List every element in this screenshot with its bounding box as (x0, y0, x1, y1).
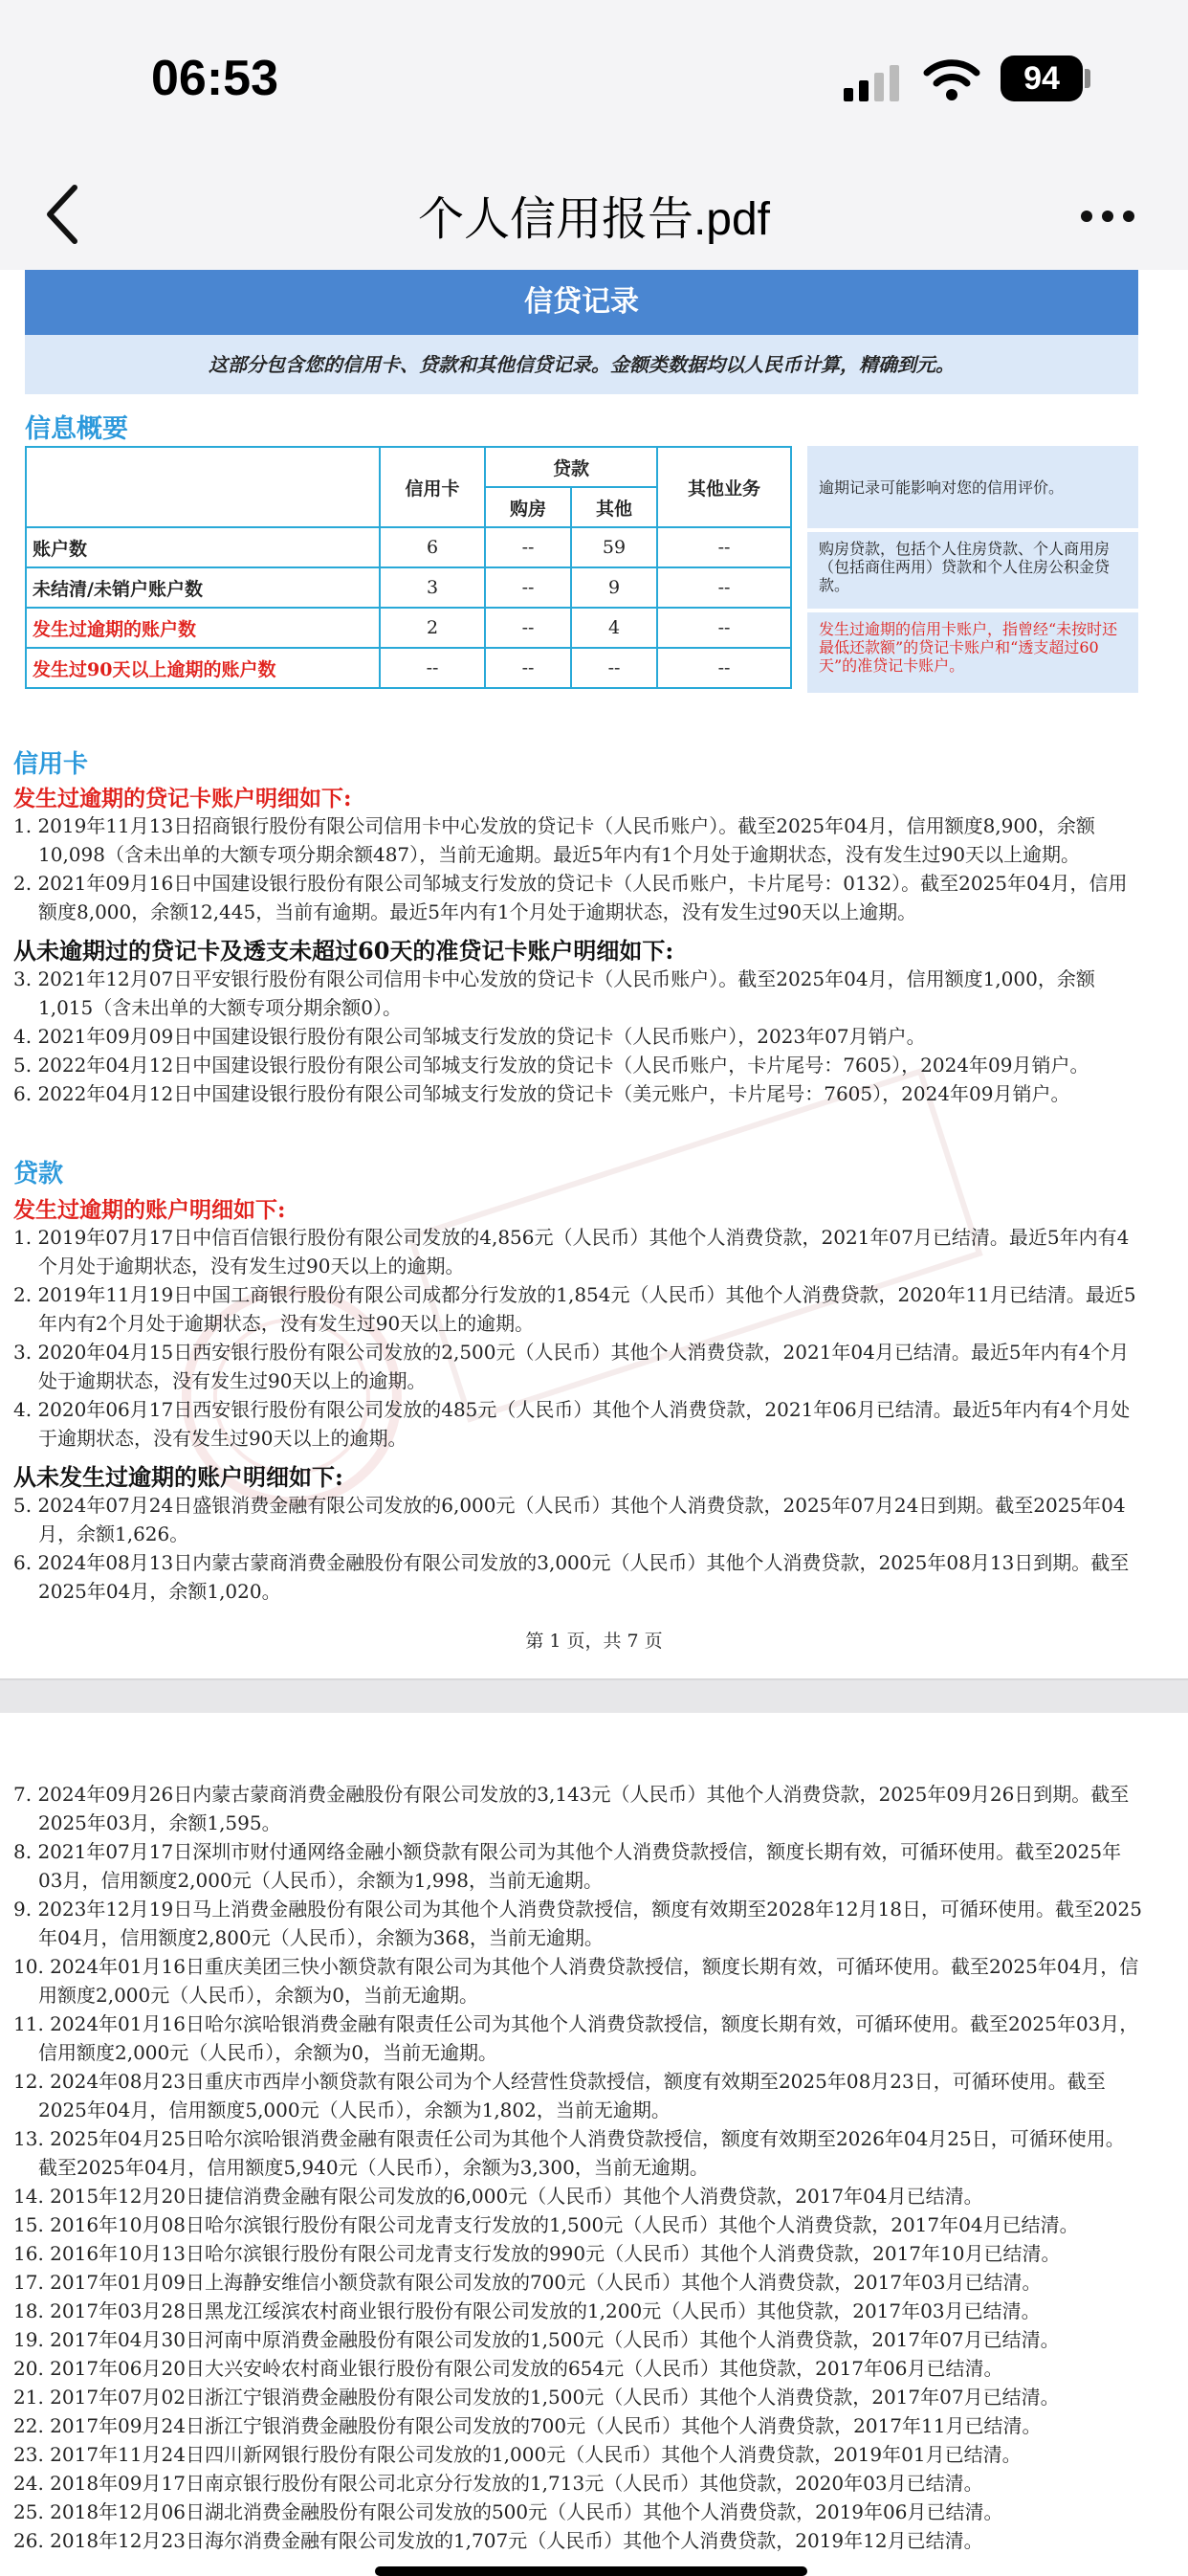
list-item: 12. 2024年08月23日重庆市西岸小额贷款有限公司为个人经营性贷款授信，额度有效期至2025年08月23日，可循环使用。截至2025年04月，信用额度5,000元（人民币），余额为1,802，当前无逾期。 (13, 2070, 1106, 2121)
table-cell: -- (485, 567, 571, 608)
list-item: 11. 2024年01月16日哈尔滨哈银消费金融有限责任公司为其他个人消费贷款授信，额度长期有效，可循环使用。截至2025年03月，信用额度2,000元（人民币），余额为0，当前无逾期。 (13, 2012, 1139, 2064)
table-cell: 2 (380, 608, 485, 648)
list-item: 26. 2018年12月23日海尔消费金融有限公司发放的1,707元（人民币）其他个人消费贷款，2019年12月已结清。 (13, 2529, 983, 2552)
list-item: 3. 2021年12月07日平安银行股份有限公司信用卡中心发放的贷记卡（人民币账户）。截至2025年04月，信用额度1,000，余额1,015（含未出单的大额专项分期余额0）。 (13, 967, 1095, 1019)
list-item: 7. 2024年09月26日内蒙古蒙商消费金融股份有限公司发放的3,143元（人民币）其他个人消费贷款，2025年09月26日到期。截至2025年03月，余额1,595。 (13, 1783, 1130, 1834)
list-item: 17. 2017年01月09日上海静安维信小额贷款有限公司发放的700元（人民币）其他个人消费贷款，2017年03月已结清。 (13, 2271, 1042, 2294)
battery-icon: 94 (1001, 56, 1083, 101)
summary-table (25, 446, 792, 689)
overdue-cards-heading: 发生过逾期的贷记卡账户明细如下: (13, 786, 352, 811)
loans-heading: 贷款 (13, 1160, 64, 1188)
pdf-page-2[interactable] (0, 1713, 1188, 2576)
list-item: 24. 2018年09月17日南京银行股份有限公司北京分行发放的1,713元（人民币）其他贷款，2020年03月已结清。 (13, 2472, 983, 2495)
table-cell: -- (657, 567, 791, 608)
row-label: 未结清/未销户账户数 (26, 567, 380, 608)
document-title: 个人信用报告.pdf (417, 194, 771, 245)
header-other: 其他 (571, 487, 657, 527)
header-mortgage: 购房 (485, 487, 571, 527)
summary-note: 购房贷款，包括个人住房贷款、个人商用房（包括商住两用）贷款和个人住房公积金贷款。 (807, 532, 1138, 609)
table-cell: 59 (571, 527, 657, 567)
list-item: 19. 2017年04月30日河南中原消费金融股份有限公司发放的1,500元（人民币）其他个人消费贷款，2017年07月已结清。 (13, 2328, 1060, 2351)
list-item: 8. 2021年07月17日深圳市财付通网络金融小额贷款有限公司为其他个人消费贷款授信，额度长期有效，可循环使用。截至2025年03月，信用额度2,000元（人民币），余额为1,998，当前无逾期。 (13, 1840, 1122, 1892)
list-item: 2. 2021年09月16日中国建设银行股份有限公司邹城支行发放的贷记卡（人民币账户，卡片尾号：0132）。截至2025年04月，信用额度8,000，余额12,445，当前有逾期。最近5年内有1个月处于逾期状态，没有发生过90天以上逾期。 (13, 872, 1128, 923)
battery-cap (1085, 69, 1090, 88)
row-label: 发生过逾期的账户数 (26, 608, 380, 648)
list-item: 25. 2018年12月06日湖北消费金融股份有限公司发放的500元（人民币）其他个人消费贷款，2019年06月已结清。 (13, 2500, 1003, 2523)
table-row (26, 648, 791, 688)
list-item: 13. 2025年04月25日哈尔滨哈银消费金融有限责任公司为其他个人消费贷款授信，额度有效期至2026年04月25日，可循环使用。截至2025年04月，信用额度5,940元（人民币），余额为3,300，当前无逾期。 (13, 2127, 1125, 2179)
header-credit-card: 信用卡 (380, 447, 485, 527)
credit-card-heading: 信用卡 (13, 750, 89, 779)
page-separator (0, 1678, 1188, 1713)
table-cell: -- (657, 648, 791, 688)
summary-note: 逾期记录可能影响对您的信用评价。 (807, 446, 1138, 528)
table-cell: 4 (571, 608, 657, 648)
table-cell: -- (380, 648, 485, 688)
summary-heading: 信息概要 (25, 414, 128, 444)
list-item: 2. 2019年11月19日中国工商银行股份有限公司成都分行发放的1,854元（人民币）其他个人消费贷款，2020年11月已结清。最近5年内有2个月处于逾期状态，没有发生过90天以上的逾期。 (13, 1283, 1136, 1335)
table-row (26, 608, 791, 648)
list-item: 1. 2019年11月13日招商银行股份有限公司信用卡中心发放的贷记卡（人民币账户）。截至2025年04月，信用额度8,900，余额10,098（含未出单的大额专项分期余额487），当前无逾期。最近5年内有1个月处于逾期状态，没有发生过90天以上逾期。 (13, 814, 1095, 866)
page-number: 第 1 页，共 7 页 (525, 1631, 663, 1652)
more-options-icon[interactable] (1079, 197, 1136, 235)
row-label: 发生过90天以上逾期的账户数 (26, 648, 380, 688)
row-label: 账户数 (26, 527, 380, 567)
table-cell: -- (657, 608, 791, 648)
list-item: 6. 2024年08月13日内蒙古蒙商消费金融股份有限公司发放的3,000元（人民币）其他个人消费贷款，2025年08月13日到期。截至2025年04月，余额1,020。 (13, 1551, 1130, 1603)
list-item: 22. 2017年09月24日浙江宁银消费金融股份有限公司发放的700元（人民币）其他个人消费贷款，2017年11月已结清。 (13, 2414, 1042, 2437)
list-item: 20. 2017年06月20日大兴安岭农村商业银行股份有限公司发放的654元（人民币）其他贷款，2017年06月已结清。 (13, 2357, 1003, 2380)
table-cell: -- (485, 648, 571, 688)
clean-cards-heading: 从未逾期过的贷记卡及透支未超过60天的准贷记卡账户明细如下: (13, 937, 674, 965)
overdue-loans-heading: 发生过逾期的账户明细如下: (13, 1197, 286, 1223)
section-title: 信贷记录 (25, 270, 1138, 335)
table-cell: 9 (571, 567, 657, 608)
navigation-bar (0, 163, 1188, 270)
list-item: 5. 2022年04月12日中国建设银行股份有限公司邹城支行发放的贷记卡（人民币账户，卡片尾号：7605），2024年09月销户。 (13, 1054, 1089, 1077)
status-bar (0, 0, 1188, 163)
pdf-page-1[interactable] (0, 270, 1188, 1678)
list-item: 16. 2016年10月13日哈尔滨银行股份有限公司龙青支行发放的990元（人民币）其他个人消费贷款，2017年10月已结清。 (13, 2242, 1061, 2265)
list-item: 1. 2019年07月17日中信百信银行股份有限公司发放的4,856元（人民币）其他个人消费贷款，2021年07月已结清。最近5年内有4个月处于逾期状态，没有发生过90天以上的逾期。 (13, 1226, 1130, 1277)
table-row (26, 567, 791, 608)
table-corner (26, 447, 380, 527)
list-item: 10. 2024年01月16日重庆美团三快小额贷款有限公司为其他个人消费贷款授信，额度长期有效，可循环使用。截至2025年04月，信用额度2,000元（人民币），余额为0，当前无逾期。 (13, 1955, 1139, 2007)
list-item: 4. 2021年09月09日中国建设银行股份有限公司邹城支行发放的贷记卡（人民币账户），2023年07月销户。 (13, 1025, 926, 1048)
list-item: 4. 2020年06月17日西安银行股份有限公司发放的485元（人民币）其他个人消费贷款，2021年06月已结清。最近5年内有4个月处于逾期状态，没有发生过90天以上的逾期。 (13, 1398, 1131, 1450)
cellular-signal-icon (842, 63, 903, 101)
list-item: 21. 2017年07月02日浙江宁银消费金融股份有限公司发放的1,500元（人民币）其他个人消费贷款，2017年07月已结清。 (13, 2386, 1060, 2409)
table-cell: -- (485, 608, 571, 648)
table-cell: -- (657, 527, 791, 567)
list-item: 14. 2015年12月20日捷信消费金融有限公司发放的6,000元（人民币）其他个人消费贷款，2017年04月已结清。 (13, 2185, 983, 2208)
list-item: 18. 2017年03月28日黑龙江绥滨农村商业银行股份有限公司发放的1,200元（人民币）其他贷款，2017年03月已结清。 (13, 2299, 1041, 2322)
list-item: 15. 2016年10月08日哈尔滨银行股份有限公司龙青支行发放的1,500元（人民币）其他个人消费贷款，2017年04月已结清。 (13, 2213, 1079, 2236)
clean-loans-heading: 从未发生过逾期的账户明细如下: (13, 1463, 343, 1491)
header-other-business: 其他业务 (657, 447, 791, 527)
list-item: 3. 2020年04月15日西安银行股份有限公司发放的2,500元（人民币）其他个人消费贷款，2021年04月已结清。最近5年内有4个月处于逾期状态，没有发生过90天以上的逾期。 (13, 1341, 1130, 1392)
list-item: 5. 2024年07月24日盛银消费金融有限公司发放的6,000元（人民币）其他个人消费贷款，2025年07月24日到期。截至2025年04月，余额1,626。 (13, 1494, 1126, 1545)
status-time: 06:53 (151, 51, 278, 106)
list-item: 23. 2017年11月24日四川新网银行股份有限公司发放的1,000元（人民币）其他个人消费贷款，2019年01月已结清。 (13, 2443, 1022, 2466)
list-item: 9. 2023年12月19日马上消费金融股份有限公司为其他个人消费贷款授信，额度有效期至2028年12月18日，可循环使用。截至2025年04月，信用额度2,800元（人民币），余额为368，当前无逾期。 (13, 1898, 1142, 1949)
table-cell: 3 (380, 567, 485, 608)
section-intro: 这部分包含您的信用卡、贷款和其他信贷记录。金额类数据均以人民币计算，精确到元。 (25, 335, 1138, 394)
table-cell: 6 (380, 527, 485, 567)
summary-note: 发生过逾期的信用卡账户，指曾经“未按时还最低还款额”的贷记卡账户和“透支超过60天”的准贷记卡账户。 (807, 612, 1138, 693)
header-loan: 贷款 (485, 447, 657, 487)
table-cell: -- (485, 527, 571, 567)
list-item: 6. 2022年04月12日中国建设银行股份有限公司邹城支行发放的贷记卡（美元账户，卡片尾号：7605），2024年09月销户。 (13, 1082, 1070, 1105)
wifi-icon (923, 57, 980, 101)
table-cell: -- (571, 648, 657, 688)
home-indicator (375, 2566, 807, 2576)
table-row (26, 527, 791, 567)
